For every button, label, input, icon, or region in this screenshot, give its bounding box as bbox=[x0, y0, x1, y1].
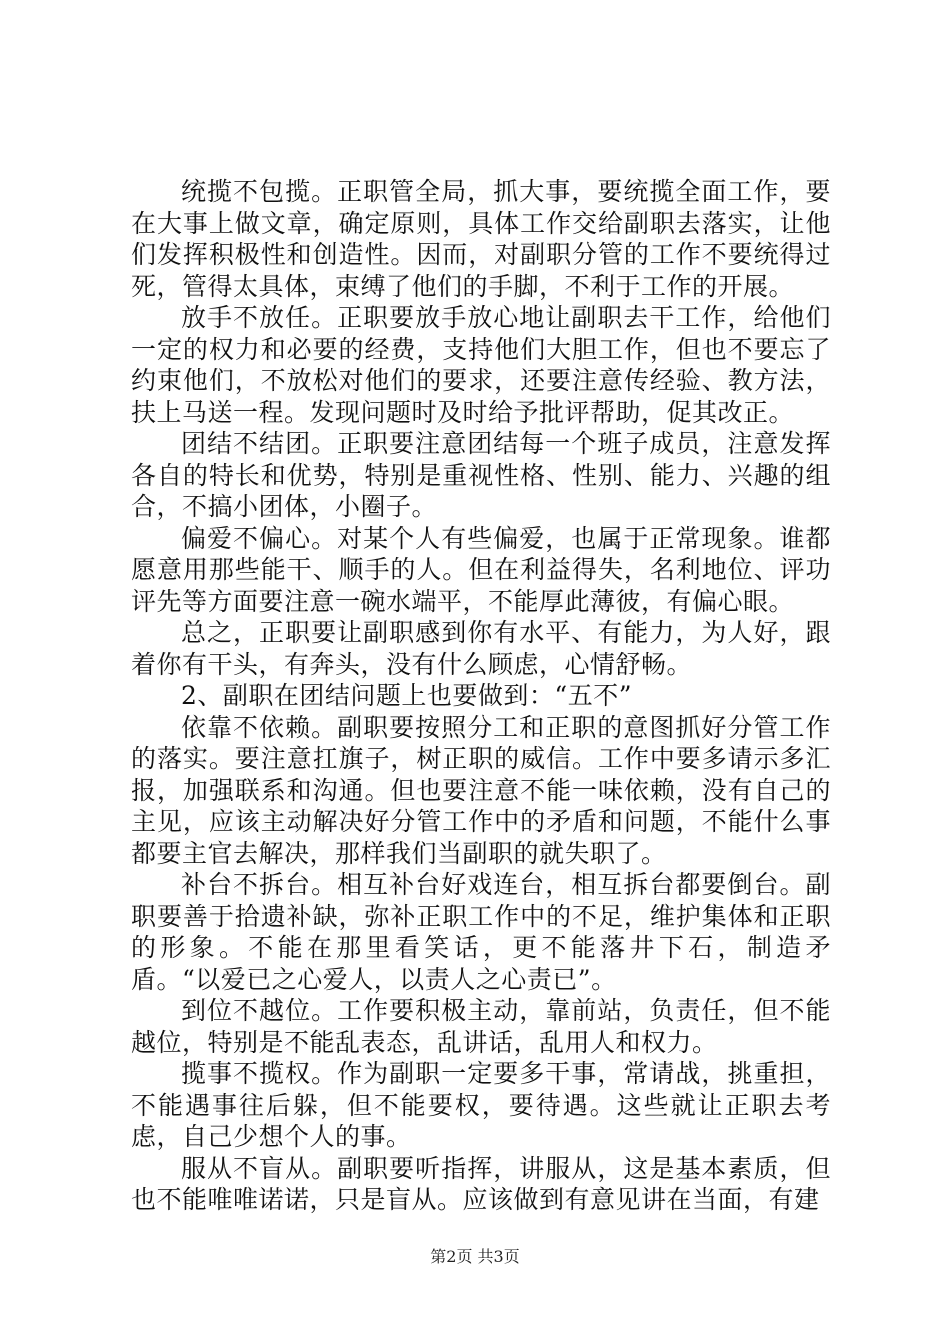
paragraph: 总之，正职要让副职感到你有水平、有能力，为人好，跟着你有干头，有奔头，没有什么顾虑，心情舒畅。 bbox=[131, 618, 831, 679]
paragraph: 揽事不揽权。作为副职一定要多干事，常请战，挑重担，不能遇事往后躲，但不能要权，要待遇。这些就让正职去考虑，自己少想个人的事。 bbox=[131, 1059, 831, 1151]
paragraph: 团结不结团。正职要注意团结每一个班子成员，注意发挥各自的特长和优势，特别是重视性格、性别、能力、兴趣的组合，不搞小团体，小圈子。 bbox=[131, 429, 831, 521]
paragraph: 服从不盲从。副职要听指挥，讲服从，这是基本素质，但也不能唯唯诺诺，只是盲从。应该做到有意见讲在当面，有建 bbox=[131, 1153, 831, 1214]
page-footer: 第2页 共3页 bbox=[430, 1247, 520, 1266]
paragraph: 依靠不依赖。副职要按照分工和正职的意图抓好分管工作的落实。要注意扛旗子，树正职的威信。工作中要多请示多汇报，加强联系和沟通。但也要注意不能一味依赖，没有自己的主见，应该主动解决好分管工作中的矛盾和问题，不能什么事都要主官去解决，那样我们当副职的就失职了。 bbox=[131, 712, 831, 868]
paragraph: 放手不放任。正职要放手放心地让副职去干工作，给他们一定的权力和必要的经费，支持他们大胆工作，但也不要忘了约束他们，不放松对他们的要求，还要注意传经验、教方法，扶上马送一程。发现问题时及时给予批评帮助，促其改正。 bbox=[131, 303, 831, 427]
paragraph: 补台不拆台。相互补台好戏连台，相互拆台都要倒台。副职要善于拾遗补缺，弥补正职工作中的不足，维护集体和正职的形象。不能在那里看笑话，更不能落井下石，制造矛盾。“以爱已之心爱人，以责人之心责已”。 bbox=[131, 870, 831, 994]
section-heading: 2、副职在团结问题上也要做到：“五不” bbox=[181, 681, 632, 710]
document-body bbox=[131, 176, 831, 1216]
paragraph: 到位不越位。工作要积极主动，靠前站，负责任，但不能越位，特别是不能乱表态，乱讲话，乱用人和权力。 bbox=[131, 996, 831, 1057]
paragraph: 偏爱不偏心。对某个人有些偏爱，也属于正常现象。谁都愿意用那些能干、顺手的人。但在利益得失，名利地位、评功评先等方面要注意一碗水端平，不能厚此薄彼，有偏心眼。 bbox=[131, 523, 831, 616]
paragraph: 统揽不包揽。正职管全局，抓大事，要统揽全面工作，要在大事上做文章，确定原则，具体工作交给副职去落实，让他们发挥积极性和创造性。因而，对副职分管的工作不要统得过死，管得太具体，束缚了他们的手脚，不利于工作的开展。 bbox=[131, 177, 831, 301]
